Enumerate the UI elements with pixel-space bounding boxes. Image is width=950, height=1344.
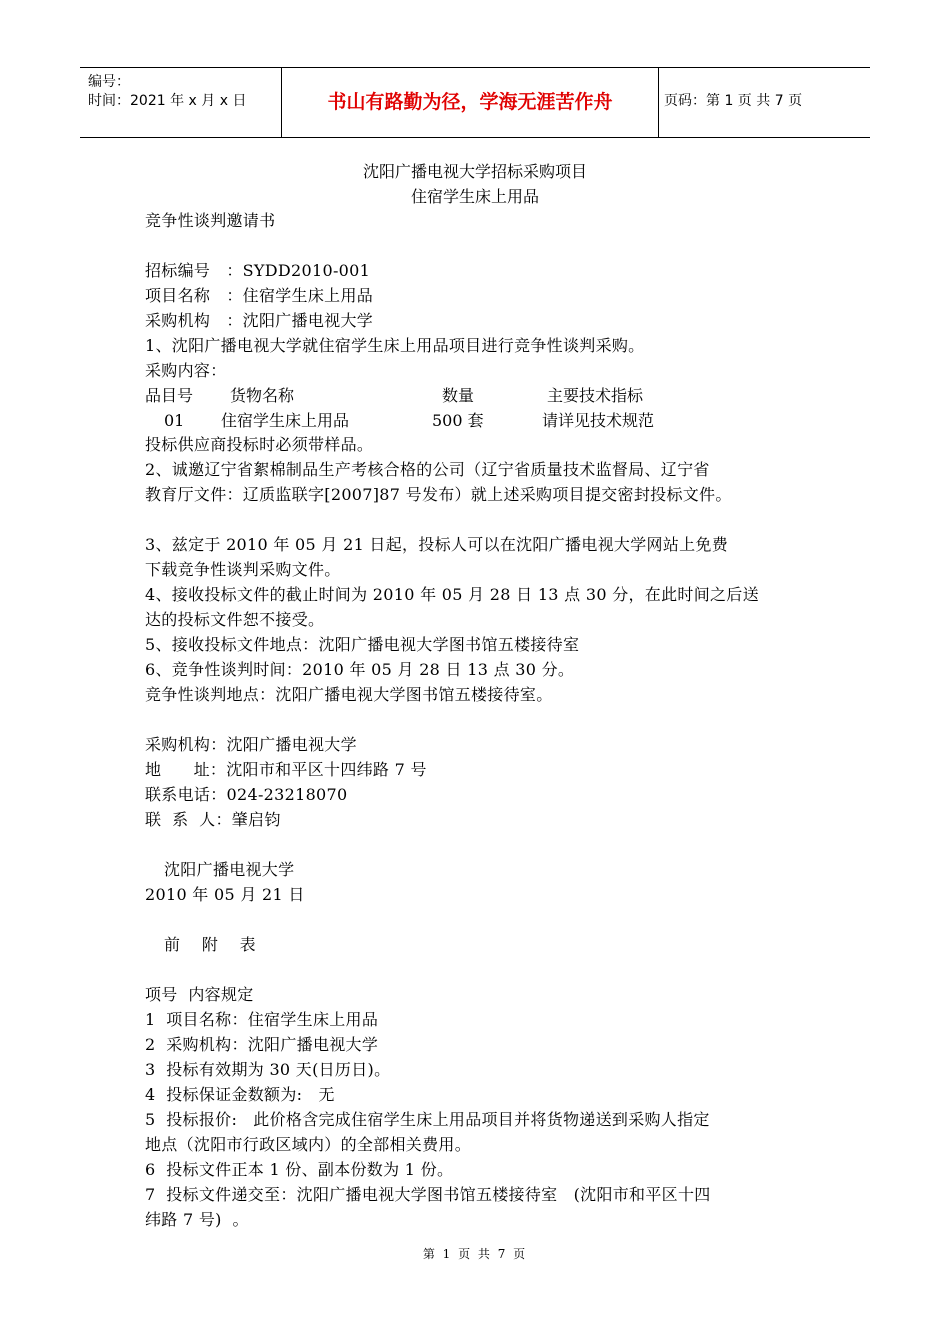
header-slogan: 书山有路勤为径，学海无涯苦作舟 — [327, 91, 613, 113]
item-3-line-1: 3、兹定于 2010 年 05 月 21 日起，投标人可以在沈阳广播电视大学网站上免费 — [145, 535, 729, 554]
signature-org: 沈阳广播电视大学 — [164, 860, 295, 879]
appendix-row-2: 2 采购机构：沈阳广播电视大学 — [145, 1035, 379, 1054]
appendix-row-6: 6 投标文件正本 1 份、副本份数为 1 份。 — [145, 1160, 454, 1179]
purchasing-agency: 采购机构 ：沈阳广播电视大学 — [145, 311, 374, 330]
item-4-line-2: 达的投标文件恕不接受。 — [145, 610, 325, 629]
contact-phone: 联系电话：024-23218070 — [145, 785, 348, 804]
appendix-row-3: 3 投标有效期为 30 天(日历日)。 — [145, 1060, 391, 1079]
title-line-2: 住宿学生床上用品 — [410, 187, 539, 206]
item-5: 5、接收投标文件地点：沈阳广播电视大学图书馆五楼接待室 — [145, 635, 580, 654]
project-name: 项目名称 ：住宿学生床上用品 — [145, 286, 374, 305]
item-6-place: 竞争性谈判地点：沈阳广播电视大学图书馆五楼接待室。 — [145, 685, 553, 704]
appendix-row-7-line-1: 7 投标文件递交至：沈阳广播电视大学图书馆五楼接待室 (沈阳市和平区十四 — [145, 1185, 711, 1204]
appendix-row-5-line-2: 地点（沈阳市行政区域内）的全部相关费用。 — [145, 1135, 472, 1154]
goods-cell-3: 500 套 — [432, 411, 484, 430]
contact-address: 地 址：沈阳市和平区十四纬路 7 号 — [145, 760, 427, 779]
number-label: 编号： — [88, 74, 130, 90]
contact-agency: 采购机构：沈阳广播电视大学 — [145, 735, 357, 754]
signature-date: 2010 年 05 月 21 日 — [145, 885, 305, 904]
goods-cell-1: 01 — [164, 411, 185, 430]
doc-title: 竞争性谈判邀请书 — [145, 211, 276, 230]
goods-header-4: 主要技术指标 — [547, 386, 644, 405]
appendix-row-1: 1 项目名称：住宿学生床上用品 — [145, 1010, 379, 1029]
goods-cell-2: 住宿学生床上用品 — [221, 411, 350, 430]
appendix-row-5-line-1: 5 投标报价: 此价格含完成住宿学生床上用品项目并将货物递送到采购人指定 — [145, 1110, 710, 1129]
item-4-line-1: 4、接收投标文件的截止时间为 2010 年 05 月 28 日 13 点 30 分，在此时间之后送 — [145, 585, 759, 604]
sample-note: 投标供应商投标时必须带样品。 — [145, 435, 374, 454]
page-header — [80, 67, 870, 138]
bid-number: 招标编号 ：SYDD2010-001 — [145, 261, 371, 280]
item-1: 1、沈阳广播电视大学就住宿学生床上用品项目进行竞争性谈判采购。 — [145, 336, 645, 355]
header-right-cell — [658, 68, 870, 137]
item-3-line-2: 下载竞争性谈判采购文件。 — [145, 560, 341, 579]
header-page-info: 页码：第 1 页 共 7 页 — [664, 93, 803, 109]
time-label: 时间：2021 年 x 月 x 日 — [88, 93, 247, 109]
item-2-line-2: 教育厅文件：辽质监联字[2007]87 号发布）就上述采购项目提交密封投标文件。 — [145, 485, 732, 504]
page-footer: 第 1 页 共 7 页 — [422, 1247, 528, 1261]
item-6: 6、竞争性谈判时间：2010 年 05 月 28 日 13 点 30 分。 — [145, 660, 575, 679]
title-line-1: 沈阳广播电视大学招标采购项目 — [362, 162, 587, 181]
contact-person: 联 系 人：肇启钧 — [145, 810, 281, 829]
item-2-line-1: 2、诚邀辽宁省絮棉制品生产考核合格的公司（辽宁省质量技术监督局、辽宁省 — [145, 460, 710, 479]
goods-header-2: 货物名称 — [230, 386, 295, 405]
content-label: 采购内容： — [145, 361, 227, 380]
goods-cell-4: 请详见技术规范 — [542, 411, 655, 430]
appendix-row-7-line-2: 纬路 7 号) 。 — [145, 1210, 249, 1229]
goods-header-3: 数量 — [442, 386, 475, 405]
appendix-title: 前 附 表 — [164, 935, 256, 954]
appendix-header: 项号 内容规定 — [145, 985, 254, 1004]
header-left-cell — [80, 68, 281, 137]
goods-header-1: 品目号 — [145, 386, 194, 405]
header-center-cell — [281, 68, 659, 137]
appendix-row-4: 4 投标保证金数额为: 无 — [145, 1085, 335, 1104]
